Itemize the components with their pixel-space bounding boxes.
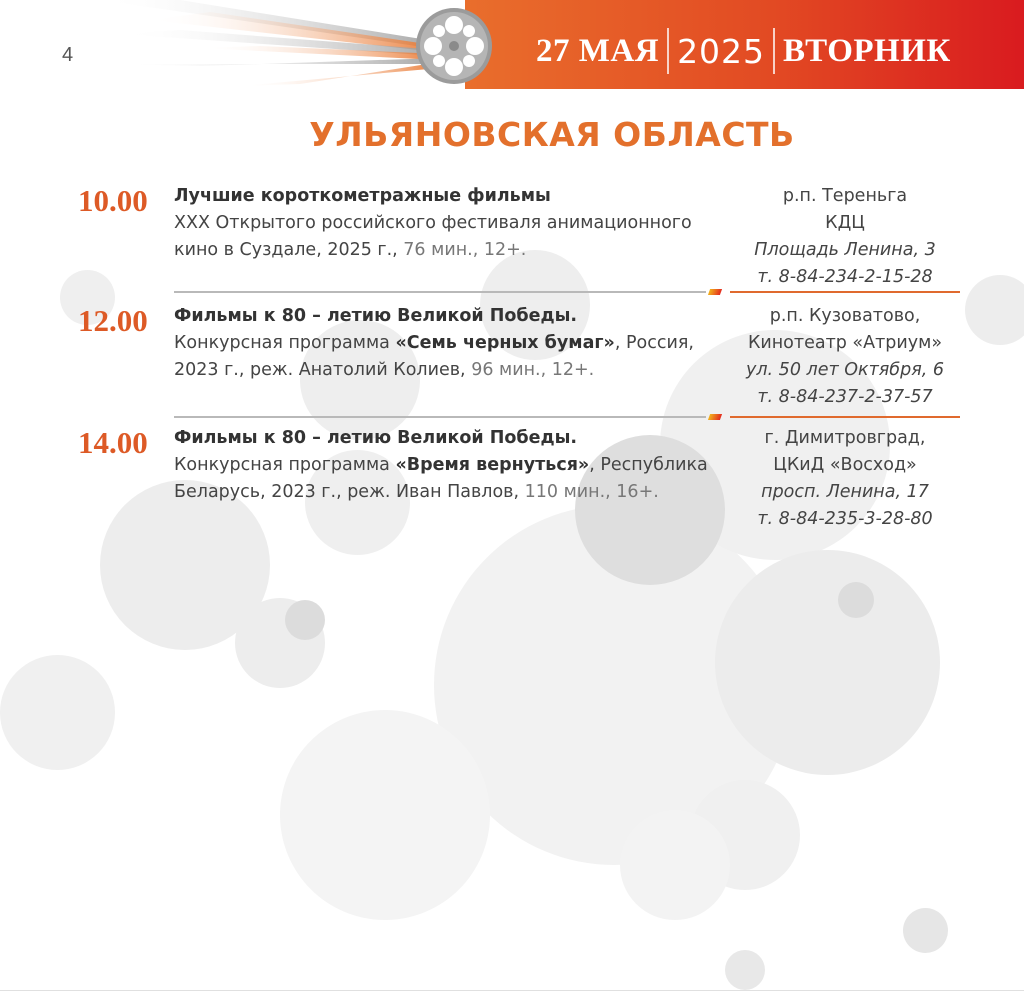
venue-phone: т. 8-84-237-2-37-57 — [757, 387, 933, 407]
session-description — [174, 303, 734, 384]
venue-divider — [730, 291, 960, 293]
date-day: 27 МАЯ — [536, 32, 660, 69]
page-bottom-edge — [0, 990, 1024, 991]
venue-info — [732, 303, 958, 411]
film-duration-rating: 110 мин., 16+. — [519, 482, 659, 502]
venue-name: КДЦ — [825, 213, 865, 233]
venue-place: р.п. Кузоватово, — [769, 306, 921, 326]
film-details: , Республика Беларусь, 2023 г., реж. Иван Павлов, — [174, 455, 708, 502]
date-weekday: ВТОРНИК — [783, 32, 951, 69]
venue-name: Кинотеатр «Атриум» — [747, 333, 943, 353]
venue-address: ул. 50 лет Октября, 6 — [746, 360, 944, 380]
venue-place: р.п. Тереньга — [782, 186, 908, 206]
header-date — [536, 26, 951, 76]
venue-address: просп. Ленина, 17 — [761, 482, 929, 502]
film-details: , Россия, 2023 г., реж. Анатолий Колиев, — [174, 333, 694, 380]
divider-marker — [708, 289, 722, 295]
venue-info — [732, 183, 958, 291]
date-year: 2025 — [677, 31, 766, 71]
date-separator — [773, 28, 775, 74]
film-program: Конкурсная программа — [174, 333, 396, 353]
session-time: 12.00 — [78, 303, 148, 338]
film-title: Фильмы к 80 – летию Великой Победы. — [174, 306, 578, 326]
session-time: 14.00 — [78, 425, 148, 460]
session-divider — [174, 291, 706, 293]
film-duration-rating: 76 мин., 12+. — [397, 240, 527, 260]
date-separator — [667, 28, 669, 74]
film-program: Конкурсная программа — [174, 455, 396, 475]
venue-info — [732, 425, 958, 533]
venue-name: ЦКиД «Восход» — [773, 455, 917, 475]
page-number: 4 — [62, 44, 74, 66]
venue-place: г. Димитровград, — [764, 428, 926, 448]
divider-marker — [708, 414, 722, 420]
film-duration-rating: 96 мин., 12+. — [465, 360, 595, 380]
venue-phone: т. 8-84-235-3-28-80 — [757, 509, 933, 529]
film-title: Лучшие короткометражные фильмы — [174, 186, 551, 206]
session-time: 10.00 — [78, 183, 148, 218]
film-details: XXX Открытого российского фестиваля анимационного кино в Суздале, 2025 г., — [174, 213, 692, 260]
venue-divider — [730, 416, 960, 418]
film-reel-icon — [414, 6, 494, 86]
venue-address: Площадь Ленина, 3 — [754, 240, 936, 260]
film-name: «Время вернуться» — [395, 455, 590, 475]
region-title: УЛЬЯНОВСКАЯ ОБЛАСТЬ — [309, 115, 795, 154]
session-description — [174, 183, 734, 264]
session-divider — [174, 416, 706, 418]
page-header — [0, 0, 1024, 90]
session-description — [174, 425, 734, 506]
film-name: «Семь черных бумаг» — [395, 333, 615, 353]
film-title: Фильмы к 80 – летию Великой Победы. — [174, 428, 578, 448]
venue-phone: т. 8-84-234-2-15-28 — [757, 267, 933, 287]
